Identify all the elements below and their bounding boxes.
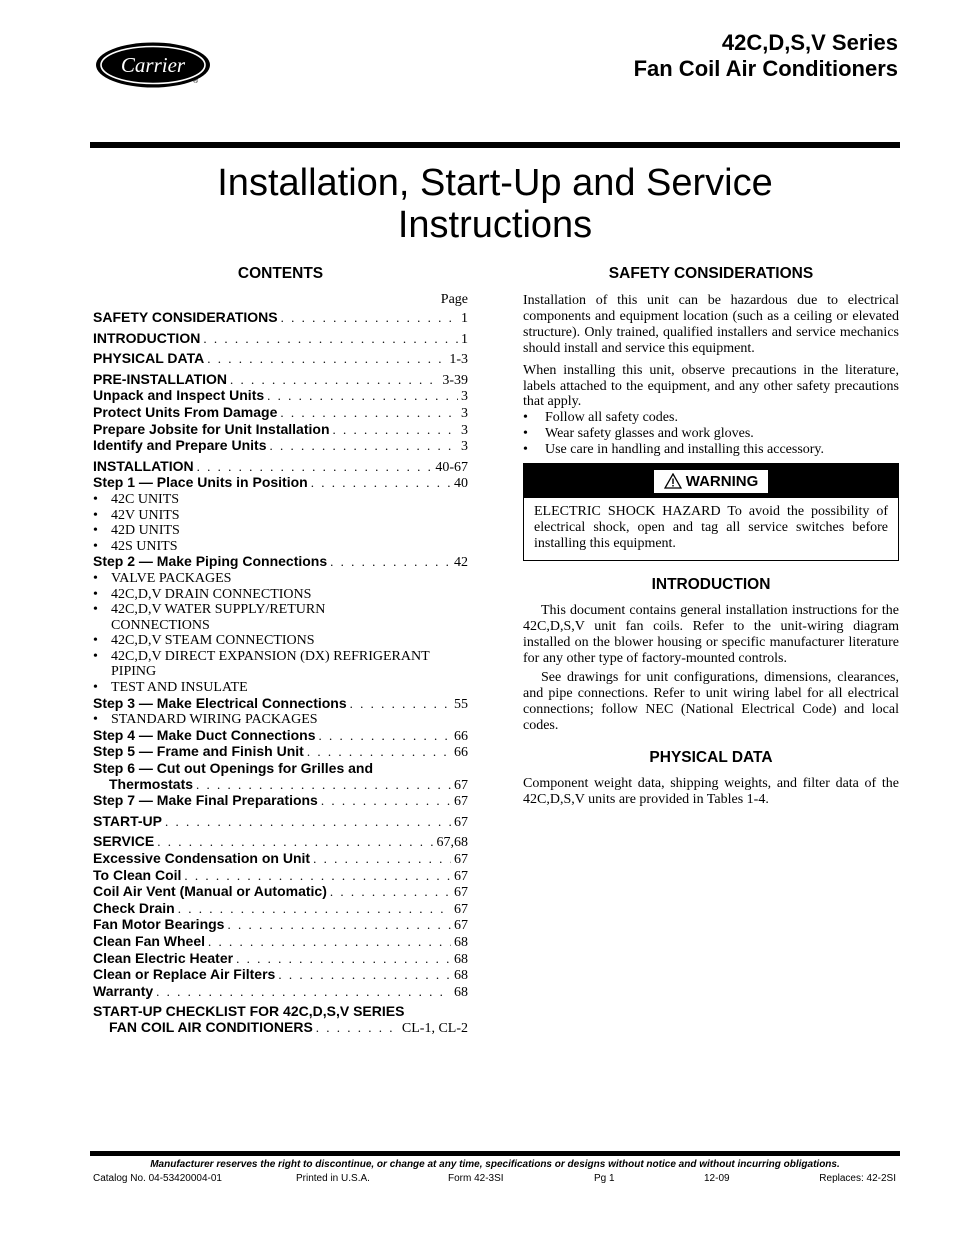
toc-entry-page: CL-1, CL-2 — [401, 1020, 468, 1036]
series-line-1: 42C,D,S,V Series — [721, 30, 898, 55]
safety-paragraph-1: Installation of this unit can be hazardous due to electrical components and equipment location (such as a ceiling or elevated structure). Only trained, qualified installers and service mechanics should install and service this equipment. — [523, 293, 899, 356]
toc-leader-dots — [281, 310, 458, 326]
toc-leader-dots — [227, 917, 451, 933]
toc-entry — [93, 554, 468, 571]
physical-data-paragraph: Component weight data, shipping weights, and filter data of the 42C,D,S,V units are provided in Tables 1-4. — [523, 776, 899, 807]
toc-entry-page: 67 — [454, 777, 468, 793]
toc-entry-page: 3 — [461, 389, 468, 405]
toc-bullet-continuation: PIPING — [111, 664, 157, 680]
toc-entry — [93, 934, 468, 951]
toc-entry-label: Coil Air Vent (Manual or Automatic) — [93, 884, 327, 900]
toc-entry-label: Step 7 — Make Final Preparations — [93, 793, 318, 809]
bottom-rule — [90, 1151, 900, 1156]
warning-triangle-icon — [664, 473, 682, 489]
series-header — [634, 30, 898, 82]
toc-entry-page: 66 — [454, 745, 468, 761]
toc-entry-label: Identify and Prepare Units — [93, 438, 267, 454]
toc-leader-dots — [197, 459, 433, 475]
toc-entry-label: Warranty — [93, 983, 154, 999]
toc-bullet-item: • 42C UNITS — [93, 492, 468, 508]
toc-entry-label: PRE-INSTALLATION — [93, 371, 228, 387]
toc-leader-dots — [207, 351, 446, 367]
toc-entry-label: Clean or Replace Air Filters — [93, 967, 276, 983]
toc-leader-dots — [203, 331, 458, 347]
top-rule — [90, 142, 900, 148]
toc-entry-label: Step 2 — Make Piping Connections — [93, 554, 328, 570]
toc-entry — [93, 868, 468, 885]
toc-entry-page: 40 — [454, 476, 468, 492]
toc-entry — [93, 917, 468, 934]
title-line-1: Installation, Start-Up and Service — [217, 162, 773, 204]
toc-entry-page: 3 — [461, 439, 468, 455]
toc-leader-dots — [208, 934, 451, 950]
toc-entry-label: START-UP — [93, 813, 162, 829]
toc-leader-dots — [330, 884, 451, 900]
safety-paragraph-2: When installing this unit, observe precautions in the literature, labels attached to the equipment, and any other safety precautions that apply. — [523, 362, 899, 410]
toc-entry — [93, 422, 468, 439]
toc-leader-dots — [230, 372, 439, 388]
toc-entry-label: INSTALLATION — [93, 458, 194, 474]
toc-entry-label: Unpack and Inspect Units — [93, 388, 265, 404]
toc-entry-label: SAFETY CONSIDERATIONS — [93, 310, 278, 325]
toc-entry-label: To Clean Coil — [93, 867, 182, 883]
toc-leader-dots — [307, 744, 451, 760]
toc-entry-label: FAN COIL AIR CONDITIONERS — [109, 1019, 313, 1035]
safety-bullet: • Use care in handling and installing this accessory. — [523, 442, 899, 458]
toc-entry-label: Excessive Condensation on Unit — [93, 851, 311, 866]
warning-band — [524, 464, 898, 498]
toc-entry-page: 3 — [461, 405, 468, 421]
toc-entry-label: Prepare Jobsite for Unit Installation — [93, 421, 330, 437]
contents-column — [93, 264, 468, 1037]
toc-entry — [93, 351, 468, 368]
toc-leader-dots — [318, 728, 451, 744]
series-line-2: Fan Coil Air Conditioners — [633, 56, 898, 81]
toc-leader-dots — [157, 834, 433, 850]
document-title — [90, 162, 900, 246]
footer-date: 12-09 — [704, 1173, 730, 1184]
toc-entry — [93, 951, 468, 968]
toc-entry-page: 67 — [454, 868, 468, 884]
toc-leader-dots — [236, 951, 451, 967]
toc-entry-label: Clean Fan Wheel — [93, 933, 206, 949]
toc-entry-page: 68 — [454, 968, 468, 984]
toc-entry-page: 3-39 — [442, 372, 468, 388]
toc-entry — [93, 744, 468, 761]
toc-entry-label: SERVICE — [93, 834, 155, 850]
footer-page: Pg 1 — [594, 1173, 615, 1184]
toc-entry-page: 40-67 — [435, 459, 468, 475]
toc-entry-label: INTRODUCTION — [93, 330, 201, 346]
toc-entry — [93, 851, 468, 868]
warning-text: ELECTRIC SHOCK HAZARD To avoid the possibility of electrical shock, open and tag all service switches before installing this equipment. — [534, 504, 888, 551]
safety-heading: SAFETY CONSIDERATIONS — [608, 265, 814, 282]
toc-entry-page: 67 — [454, 901, 468, 917]
physical-data-heading: PHYSICAL DATA — [649, 749, 773, 767]
toc-bullet-item: • TEST AND INSULATE — [93, 680, 468, 696]
toc-entry-line: START-UP CHECKLIST FOR 42C,D,S,V SERIES — [93, 1003, 405, 1020]
toc-bullet-item: • 42C,D,V DIRECT EXPANSION (DX) REFRIGERANT — [93, 649, 468, 665]
toc-leader-dots — [278, 967, 451, 983]
toc-entry-page: 68 — [454, 934, 468, 950]
toc-entry-page: 67 — [454, 918, 468, 934]
toc-entry-label: Step 1 — Place Units in Position — [93, 475, 308, 491]
toc-entry — [93, 1020, 468, 1037]
toc-entry-page: 1 — [461, 311, 468, 326]
toc-entry — [93, 372, 468, 389]
toc-entry-label: Step 3 — Make Electrical Connections — [93, 695, 347, 711]
contents-heading: CONTENTS — [237, 265, 324, 282]
toc-entry-page: 67 — [454, 794, 468, 810]
toc-entry — [93, 728, 468, 745]
warning-label — [654, 470, 769, 493]
toc-entry — [93, 984, 468, 1001]
toc-entry-line: Step 6 — Cut out Openings for Grilles and — [93, 760, 374, 777]
toc-entry-page: 3 — [461, 422, 468, 438]
toc-leader-dots — [280, 405, 458, 421]
toc-leader-dots — [316, 1020, 399, 1036]
registered-mark: ® — [193, 78, 199, 85]
toc-entry-page: 68 — [454, 984, 468, 1000]
footer-form: Form 42-3SI — [448, 1173, 504, 1184]
toc-leader-dots — [267, 388, 458, 404]
toc-entry-label: Step 5 — Frame and Finish Unit — [93, 744, 304, 760]
toc-bullet-item: • STANDARD WIRING PACKAGES — [93, 712, 468, 728]
toc-entry — [93, 310, 468, 327]
toc-entry-label: PHYSICAL DATA — [93, 351, 205, 367]
toc-entry-label: Check Drain — [93, 900, 175, 916]
toc-entry-page: 1 — [461, 331, 468, 347]
footer-printed: Printed in U.S.A. — [296, 1173, 370, 1184]
page-column-label: Page — [440, 292, 468, 307]
toc-bullet-item: • VALVE PACKAGES — [93, 571, 468, 587]
toc-leader-dots — [330, 554, 451, 570]
toc-leader-dots — [165, 814, 451, 830]
toc-entry-page: 67 — [454, 852, 468, 867]
toc-entry — [93, 475, 468, 492]
toc-entry-label: Clean Electric Heater — [93, 950, 234, 966]
safety-bullet: • Wear safety glasses and work gloves. — [523, 426, 899, 442]
title-line-2: Instructions — [397, 204, 593, 246]
toc-entry — [93, 459, 468, 476]
toc-entry-label: Step 4 — Make Duct Connections — [93, 727, 316, 743]
toc-entry — [93, 696, 468, 713]
toc-entry — [93, 901, 468, 918]
toc-entry — [93, 777, 468, 794]
toc-bullet-continuation: CONNECTIONS — [111, 617, 210, 633]
toc-entry — [93, 331, 468, 348]
toc-entry-page: 68 — [454, 951, 468, 967]
toc-entry — [93, 793, 468, 810]
toc-bullet-item: • 42C,D,V WATER SUPPLY/RETURN — [93, 602, 468, 618]
toc-entry-page: 67 — [454, 814, 468, 830]
toc-leader-dots — [184, 868, 451, 884]
toc-bullet-item: • 42C,D,V DRAIN CONNECTIONS — [93, 587, 468, 603]
toc-leader-dots — [313, 851, 451, 867]
toc-entry-page: 66 — [454, 728, 468, 744]
toc-leader-dots — [321, 793, 451, 809]
toc-entry-label: Protect Units From Damage — [93, 404, 278, 420]
toc-bullet-item: • 42D UNITS — [93, 523, 468, 539]
toc-leader-dots — [196, 777, 451, 793]
footer-replaces: Replaces: 42-2SI — [819, 1173, 896, 1184]
toc-entry — [93, 834, 468, 851]
toc-leader-dots — [178, 901, 451, 917]
introduction-paragraph-2: See drawings for unit configurations, dimensions, clearances, and pipe connections. Refer to unit wiring label for all electrical connections; follow NEC (National Electrical Code) and local codes. — [523, 670, 899, 734]
toc-entry-page: 67 — [454, 885, 468, 901]
toc-entry-page: 1-3 — [449, 352, 468, 368]
toc-leader-dots — [311, 475, 451, 491]
toc-list — [93, 310, 468, 1037]
toc-entry-label: Thermostats — [109, 776, 194, 792]
toc-bullet-item: • 42C,D,V STEAM CONNECTIONS — [93, 633, 468, 649]
toc-bullet-item: • 42S UNITS — [93, 539, 468, 555]
toc-leader-dots — [350, 696, 451, 712]
toc-entry — [93, 438, 468, 455]
warning-label-text: WARNING — [685, 472, 759, 490]
carrier-logo-text: Carrier — [120, 53, 186, 77]
introduction-paragraph-1: This document contains general installation instructions for the 42C,D,S,V unit fan coils. Refer to the unit-wiring diagram installed on the blower housing or specific manufacturer literature for any other type of factory-mounted controls. — [523, 602, 899, 666]
introduction-heading: INTRODUCTION — [651, 575, 771, 593]
safety-bullet: • Follow all safety codes. — [523, 410, 899, 426]
toc-leader-dots — [333, 422, 459, 438]
toc-entry — [93, 967, 468, 984]
toc-bullet-item: • 42V UNITS — [93, 508, 468, 524]
toc-entry-label: Fan Motor Bearings — [93, 917, 225, 933]
toc-leader-dots — [269, 438, 458, 454]
toc-entry — [93, 388, 468, 405]
toc-entry-page: 67,68 — [436, 835, 468, 851]
footer-disclaimer: Manufacturer reserves the right to discontinue, or change at any time, specifications or designs without notice and without incurring obligations. — [150, 1159, 840, 1170]
warning-box — [523, 463, 899, 561]
toc-entry — [93, 884, 468, 901]
toc-entry-page: 55 — [454, 696, 468, 712]
toc-entry — [93, 405, 468, 422]
toc-entry — [93, 814, 468, 831]
toc-entry-page: 42 — [454, 555, 468, 571]
right-column — [523, 264, 899, 808]
toc-leader-dots — [156, 984, 451, 1000]
footer-catalog: Catalog No. 04-53420004-01 — [93, 1173, 222, 1184]
